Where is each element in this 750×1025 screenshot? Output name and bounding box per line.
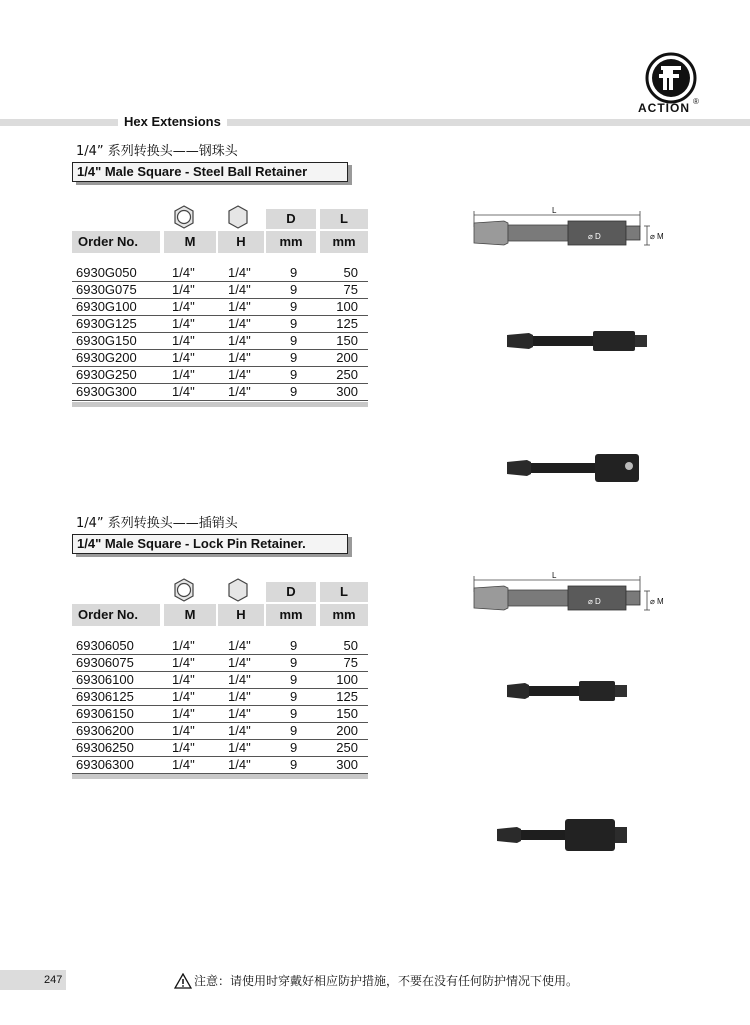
cell-m: 1/4" — [172, 350, 195, 365]
section1-cn-title: 1/4” 系列转换头——钢珠头 — [76, 144, 238, 159]
cell-d: 9 — [290, 265, 298, 280]
page-section-title: Hex Extensions — [118, 114, 227, 130]
table-row — [72, 350, 368, 367]
section2-table-body — [72, 638, 368, 774]
cell-d: 9 — [290, 316, 298, 331]
cell-l: 200 — [336, 350, 358, 365]
cell-order-no: 6930G100 — [76, 299, 137, 314]
cell-h: 1/4" — [228, 316, 251, 331]
cell-order-no: 69306300 — [76, 757, 134, 772]
cell-l: 200 — [336, 723, 358, 738]
cell-h: 1/4" — [228, 265, 251, 280]
col-m-header: M — [164, 231, 216, 253]
col-l-header: L — [320, 582, 368, 602]
table-row — [72, 384, 368, 401]
cell-d: 9 — [290, 638, 298, 653]
registered-mark: ® — [693, 97, 699, 106]
table-row — [72, 706, 368, 723]
cell-l: 75 — [343, 655, 358, 670]
col-d-unit: mm — [266, 231, 316, 253]
cell-d: 9 — [290, 333, 298, 348]
cell-m: 1/4" — [172, 638, 195, 653]
lock-pin-adapter-short-photo — [505, 676, 635, 706]
section1-dimension-diagram — [468, 205, 700, 261]
cell-m: 1/4" — [172, 672, 195, 687]
hex-shank-icon — [226, 578, 250, 602]
diagram2-l-label: L — [552, 571, 557, 580]
cell-h: 1/4" — [228, 740, 251, 755]
cell-order-no: 6930G050 — [76, 265, 137, 280]
cell-h: 1/4" — [228, 706, 251, 721]
table-row — [72, 740, 368, 757]
col-h-header: H — [218, 604, 264, 626]
col-d-header: D — [266, 209, 316, 229]
cell-h: 1/4" — [228, 333, 251, 348]
cell-d: 9 — [290, 367, 298, 382]
cell-h: 1/4" — [228, 689, 251, 704]
page-number: 247 — [0, 970, 66, 990]
table-row — [72, 638, 368, 655]
section2-en-title: 1/4" Male Square - Lock Pin Retainer. — [72, 534, 348, 554]
cell-m: 1/4" — [172, 299, 195, 314]
diagram1-d-label: ⌀ D — [588, 232, 601, 241]
cell-m: 1/4" — [172, 655, 195, 670]
table-row — [72, 367, 368, 384]
col-l-header: L — [320, 209, 368, 229]
section1-table-header — [72, 203, 368, 257]
col-m-header: M — [164, 604, 216, 626]
cell-order-no: 69306050 — [76, 638, 134, 653]
cell-m: 1/4" — [172, 333, 195, 348]
table-row — [72, 333, 368, 350]
cell-order-no: 69306150 — [76, 706, 134, 721]
cell-m: 1/4" — [172, 689, 195, 704]
header-bar — [0, 119, 750, 126]
cell-order-no: 6930G150 — [76, 333, 137, 348]
cell-h: 1/4" — [228, 299, 251, 314]
cell-m: 1/4" — [172, 316, 195, 331]
cell-l: 50 — [343, 638, 358, 653]
cell-h: 1/4" — [228, 384, 251, 399]
cell-m: 1/4" — [172, 384, 195, 399]
section2-dimension-diagram — [468, 570, 700, 626]
table-row — [72, 282, 368, 299]
table-row — [72, 655, 368, 672]
section2-table-footer — [72, 774, 368, 779]
cell-h: 1/4" — [228, 367, 251, 382]
brand-name: ACTION — [638, 101, 690, 115]
cell-l: 150 — [336, 706, 358, 721]
cell-m: 1/4" — [172, 723, 195, 738]
hex-shank-icon — [226, 205, 250, 229]
cell-l: 100 — [336, 672, 358, 687]
cell-d: 9 — [290, 689, 298, 704]
cell-m: 1/4" — [172, 757, 195, 772]
safety-warning-text: 注意：请使用时穿戴好相应防护措施，不要在没有任何防护情况下使用。 — [194, 974, 579, 988]
cell-d: 9 — [290, 672, 298, 687]
table-row — [72, 265, 368, 282]
cell-m: 1/4" — [172, 740, 195, 755]
square-drive-icon — [172, 578, 196, 602]
section1-table-body — [72, 265, 368, 401]
cell-order-no: 6930G075 — [76, 282, 137, 297]
col-order-header: Order No. — [72, 604, 160, 626]
cell-order-no: 69306200 — [76, 723, 134, 738]
cell-h: 1/4" — [228, 757, 251, 772]
steel-ball-adapter-long-photo — [505, 448, 655, 488]
cell-l: 250 — [336, 740, 358, 755]
cell-order-no: 69306075 — [76, 655, 134, 670]
table-row — [72, 689, 368, 706]
lock-pin-adapter-long-photo — [495, 815, 645, 855]
section2-cn-title: 1/4” 系列转换头——插销头 — [76, 516, 238, 531]
steel-ball-adapter-short-photo — [505, 325, 655, 357]
cell-l: 100 — [336, 299, 358, 314]
cell-d: 9 — [290, 706, 298, 721]
col-l-unit: mm — [320, 604, 368, 626]
cell-l: 125 — [336, 689, 358, 704]
cell-l: 50 — [343, 265, 358, 280]
cell-h: 1/4" — [228, 655, 251, 670]
cell-h: 1/4" — [228, 672, 251, 687]
col-d-unit: mm — [266, 604, 316, 626]
diagram2-d-label: ⌀ D — [588, 597, 601, 606]
cell-d: 9 — [290, 299, 298, 314]
col-d-header: D — [266, 582, 316, 602]
cell-l: 150 — [336, 333, 358, 348]
warning-icon — [174, 973, 192, 989]
diagram1-m-label: ⌀ M — [650, 232, 664, 241]
cell-l: 125 — [336, 316, 358, 331]
cell-order-no: 6930G125 — [76, 316, 137, 331]
square-drive-icon — [172, 205, 196, 229]
cell-m: 1/4" — [172, 265, 195, 280]
table-row — [72, 316, 368, 333]
cell-m: 1/4" — [172, 282, 195, 297]
cell-order-no: 6930G200 — [76, 350, 137, 365]
cell-l: 75 — [343, 282, 358, 297]
col-order-header: Order No. — [72, 231, 160, 253]
col-l-unit: mm — [320, 231, 368, 253]
table-row — [72, 757, 368, 774]
cell-l: 300 — [336, 384, 358, 399]
cell-d: 9 — [290, 384, 298, 399]
cell-h: 1/4" — [228, 638, 251, 653]
cell-order-no: 69306125 — [76, 689, 134, 704]
table-row — [72, 299, 368, 316]
cell-order-no: 69306100 — [76, 672, 134, 687]
diagram1-l-label: L — [552, 206, 557, 215]
section1-table-footer — [72, 402, 368, 407]
cell-m: 1/4" — [172, 706, 195, 721]
cell-order-no: 69306250 — [76, 740, 134, 755]
cell-l: 300 — [336, 757, 358, 772]
col-h-header: H — [218, 231, 264, 253]
cell-order-no: 6930G300 — [76, 384, 137, 399]
diagram2-m-label: ⌀ M — [650, 597, 664, 606]
cell-h: 1/4" — [228, 282, 251, 297]
cell-d: 9 — [290, 740, 298, 755]
table-row — [72, 672, 368, 689]
cell-d: 9 — [290, 655, 298, 670]
cell-h: 1/4" — [228, 350, 251, 365]
cell-d: 9 — [290, 723, 298, 738]
cell-m: 1/4" — [172, 367, 195, 382]
cell-d: 9 — [290, 757, 298, 772]
cell-d: 9 — [290, 350, 298, 365]
cell-h: 1/4" — [228, 723, 251, 738]
section1-en-title: 1/4" Male Square - Steel Ball Retainer — [72, 162, 348, 182]
cell-order-no: 6930G250 — [76, 367, 137, 382]
cell-d: 9 — [290, 282, 298, 297]
table-row — [72, 723, 368, 740]
cell-l: 250 — [336, 367, 358, 382]
section2-table-header — [72, 576, 368, 630]
